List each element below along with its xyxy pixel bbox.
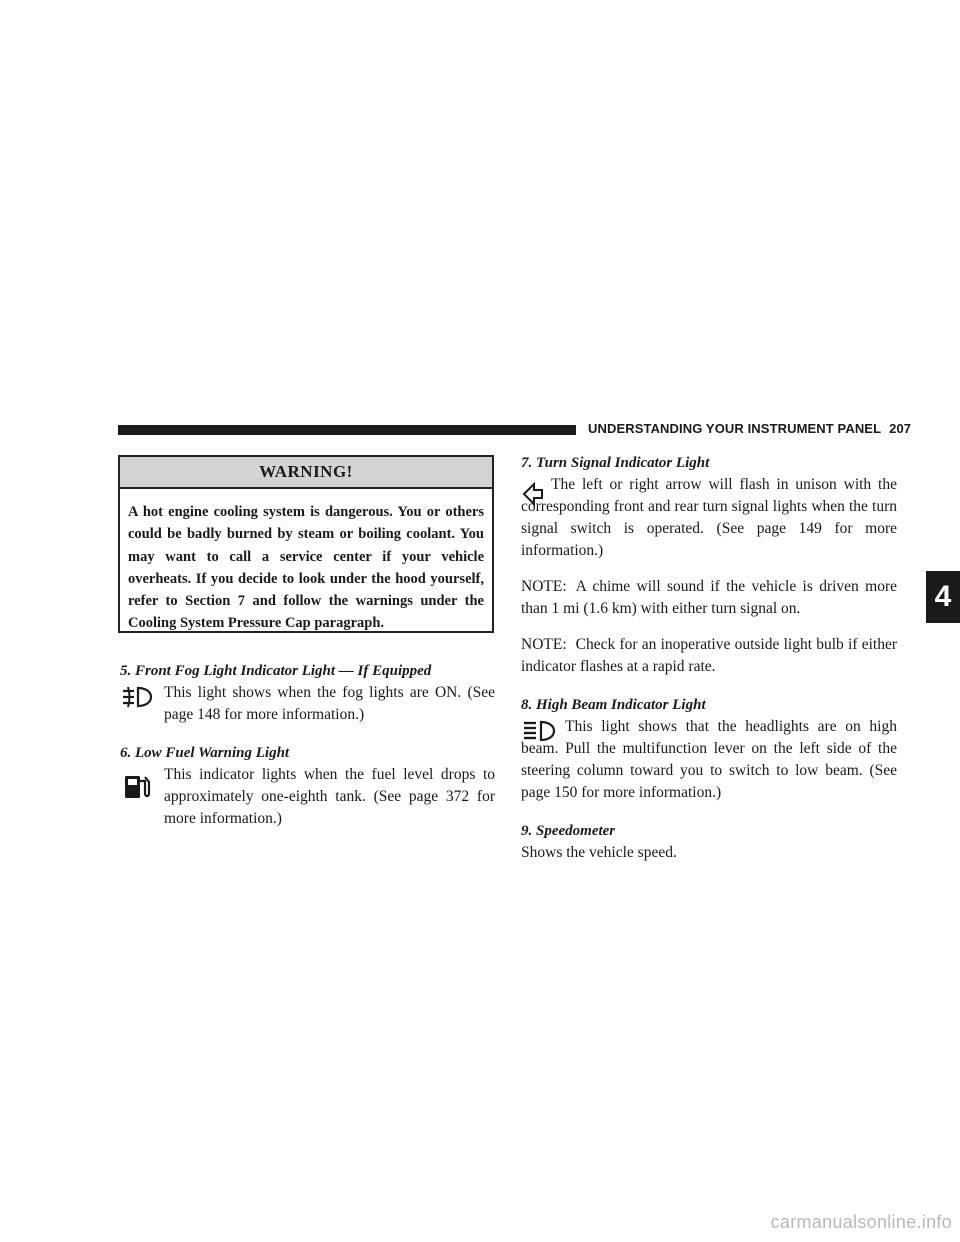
warning-box [118, 455, 494, 633]
fuel-pump-icon [120, 768, 154, 802]
fog-light-icon [120, 683, 156, 711]
low-fuel-block [120, 764, 495, 830]
fog-light-title: 5. Front Fog Light Indicator Light — If Equipped [120, 663, 432, 679]
warning-text: A hot engine cooling system is dangerous. You or others could be badly burned by steam or boiling coolant. You may want to call a service center if your vehicle overheats. If you decide to look under the hood yourself, refer to Section 7 and follow the warnings under the Cooling System Pressure Cap paragraph. [128, 504, 484, 632]
watermark: carmanualsonline.info [770, 1212, 952, 1232]
low-fuel-title: 6. Low Fuel Warning Light [120, 745, 290, 761]
section-title: UNDERSTANDING YOUR INSTRUMENT PANEL [588, 421, 882, 436]
speedometer-title: 9. Speedometer [521, 823, 616, 839]
high-beam-text: This light shows that the headlights are on high beam. Pull the multifunction lever on the left side of the steering column toward you to switch to low beam. (See page 150 for more information.) [521, 718, 897, 801]
note-label: NOTE: [521, 636, 567, 653]
note-bulb-text: Check for an inoperative outside light bulb if either indicator flashes at a rapid rate. [521, 636, 897, 675]
note-chime [521, 576, 897, 620]
low-fuel-text: This indicator lights when the fuel level drops to approximately one-eighth tank. (See page 372 for more information.) [164, 766, 495, 827]
note-chime-text: A chime will sound if the vehicle is driven more than 1 mi (1.6 km) with either turn signal on. [521, 578, 897, 617]
fog-light-text: This light shows when the fog lights are ON. (See page 148 for more information.) [164, 684, 495, 723]
turn-signal-title: 7. Turn Signal Indicator Light [521, 455, 710, 471]
note-bulb [521, 634, 897, 678]
high-beam-title: 8. High Beam Indicator Light [521, 697, 706, 713]
page-number: 207 [889, 421, 912, 436]
section-tab-marker: 4 [926, 571, 960, 623]
turn-signal-arrow-icon [521, 480, 545, 510]
note-label: NOTE: [521, 578, 567, 595]
high-beam-block [521, 716, 897, 804]
right-column [521, 452, 897, 864]
high-beam-icon [521, 717, 559, 745]
running-header [588, 421, 911, 436]
turn-signal-block [521, 474, 897, 562]
turn-signal-text: The left or right arrow will flash in unison with the corresponding front and rear turn signal lights when the turn signal switch is operated. (See page 149 for more information.) [521, 476, 897, 559]
fog-light-block [120, 682, 495, 726]
warning-heading: WARNING! [120, 457, 492, 489]
left-column [120, 660, 495, 830]
speedometer-text: Shows the vehicle speed. [521, 844, 677, 861]
header-rule [118, 425, 576, 435]
